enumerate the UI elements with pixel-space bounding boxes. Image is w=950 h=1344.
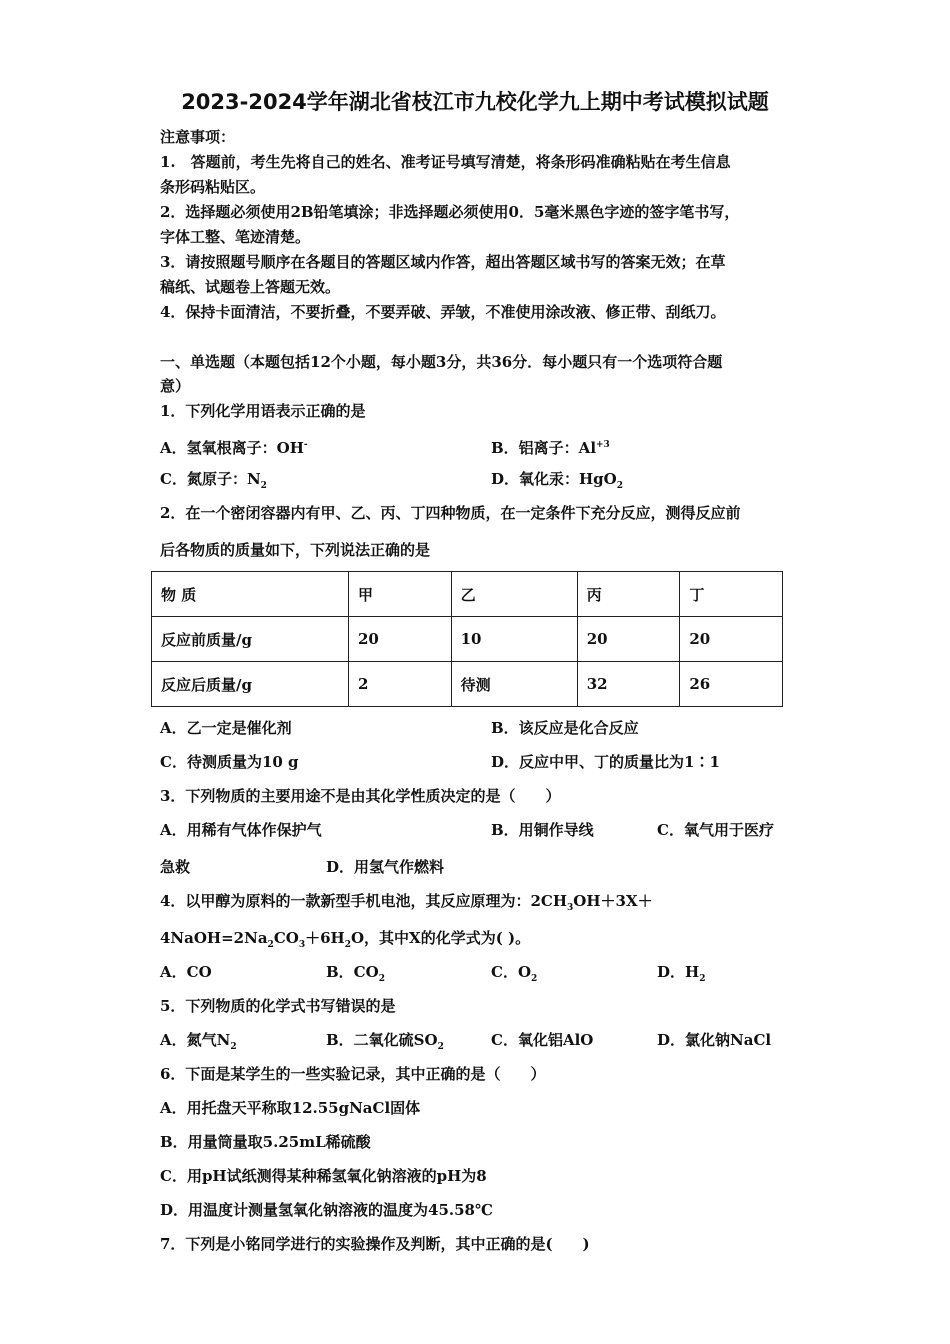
notice-line: 4．保持卡面清洁，不要折叠，不要弄破、弄皱，不准使用涂改液、修正带、刮纸刀。	[160, 303, 726, 321]
table-cell: 10	[451, 617, 577, 662]
mass-table	[151, 571, 783, 707]
q5-option-d: D．氯化钠NaCl	[657, 1031, 772, 1049]
q3-option-b: B．用铜作导线	[491, 821, 594, 839]
table-row	[152, 662, 783, 707]
q1-option-b: B．铝离子：$Al^{+3}$	[491, 439, 610, 457]
q6-option-c: C．用pH试纸测得某种稀氢氧化钠溶液的pH为8	[160, 1167, 487, 1185]
q1-option-d: D．氧化汞：HgO$_2$	[491, 470, 624, 491]
q2-stem: 2．在一个密闭容器内有甲、乙、丙、丁四种物质，在一定条件下充分反应，测得反应前	[160, 504, 741, 522]
section-heading: 一、单选题（本题包括12个小题，每小题3分，共36分．每小题只有一个选项符合题	[160, 353, 723, 371]
notice-line: 稿纸、试题卷上答题无效。	[160, 278, 341, 296]
table-cell: 丁	[680, 572, 783, 617]
q4-option-d: D．$H_2$	[657, 963, 706, 984]
table-cell: 甲	[349, 572, 452, 617]
q5-option-c: C．氧化铝AlO	[491, 1031, 594, 1049]
q3-option-d: D．用氢气作燃料	[326, 858, 445, 876]
q1-option-a: A．氢氧根离子：OH-	[160, 439, 308, 457]
table-cell: 物 质	[152, 572, 349, 617]
q4-stem-cont: $4NaOH=2Na_2CO_3+6H_2O$，其中X的化学式为( )。	[160, 929, 531, 950]
q1-option-c: C．氮原子：$N_2$	[160, 470, 267, 491]
notice-line: 字体工整、笔迹清楚。	[160, 228, 311, 246]
q4-option-b: B．$CO_2$	[326, 963, 385, 984]
section-heading-cont: 意）	[160, 377, 191, 395]
notice-line: 1. 答题前，考生先将自己的姓名、准考证号填写清楚，将条形码准确粘贴在考生信息	[160, 153, 731, 171]
table-cell: 乙	[451, 572, 577, 617]
table-cell: 反应前质量/g	[152, 617, 349, 662]
q2-option-b: B．该反应是化合反应	[491, 719, 639, 737]
q2-option-c: C．待测质量为10 g	[160, 753, 299, 771]
page-title: 2023-2024学年湖北省枝江市九校化学九上期中考试模拟试题	[181, 90, 769, 114]
q6-option-b: B．用量筒量取5.25mL稀硫酸	[160, 1133, 371, 1151]
q6-option-a: A．用托盘天平称取12.55gNaCl固体	[160, 1099, 421, 1117]
q4-option-a: A．CO	[160, 963, 212, 981]
table-cell: 32	[577, 662, 680, 707]
q4-option-c: C．$O_2$	[491, 963, 538, 984]
q7-stem: 7．下列是小铭同学进行的实验操作及判断，其中正确的是( )	[160, 1235, 590, 1253]
table-cell: 20	[577, 617, 680, 662]
q4-stem: 4．以甲醇为原料的一款新型手机电池，其反应原理为：$2CH_3OH+3X+$	[160, 892, 653, 913]
table-cell: 待测	[451, 662, 577, 707]
q5-option-b: B．二氧化硫$SO_2$	[326, 1031, 444, 1052]
table-header-row	[152, 572, 783, 617]
q3-option-c: C．氧气用于医疗	[657, 821, 774, 839]
notice-heading: 注意事项：	[160, 128, 236, 146]
q2-stem-cont: 后各物质的质量如下，下列说法正确的是	[160, 541, 431, 559]
q6-stem: 6．下面是某学生的一些实验记录，其中正确的是（ ）	[160, 1065, 546, 1083]
table-cell: 20	[349, 617, 452, 662]
q1-stem: 1．下列化学用语表示正确的是	[160, 402, 366, 420]
q2-option-a: A．乙一定是催化剂	[160, 719, 292, 737]
notice-line: 条形码粘贴区。	[160, 178, 266, 196]
notice-line: 3．请按照题号顺序在各题目的答题区域内作答，超出答题区域书写的答案无效；在草	[160, 253, 726, 271]
table-cell: 2	[349, 662, 452, 707]
table-cell: 反应后质量/g	[152, 662, 349, 707]
table-cell: 26	[680, 662, 783, 707]
table-cell: 丙	[577, 572, 680, 617]
q3-option-c-cont: 急救	[160, 858, 191, 876]
q6-option-d: D．用温度计测量氢氧化钠溶液的温度为45.58℃	[160, 1201, 493, 1219]
q3-stem: 3．下列物质的主要用途不是由其化学性质决定的是（ ）	[160, 787, 561, 805]
table-row	[152, 617, 783, 662]
notice-line: 2．选择题必须使用2B铅笔填涂；非选择题必须使用0．5毫米黑色字迹的签字笔书写，	[160, 203, 740, 221]
q3-option-a: A．用稀有气体作保护气	[160, 821, 322, 839]
q5-stem: 5．下列物质的化学式书写错误的是	[160, 997, 396, 1015]
q5-option-a: A．氮气$N_2$	[160, 1031, 237, 1052]
q2-option-d: D．反应中甲、丁的质量比为1∶1	[491, 753, 720, 771]
table-cell: 20	[680, 617, 783, 662]
